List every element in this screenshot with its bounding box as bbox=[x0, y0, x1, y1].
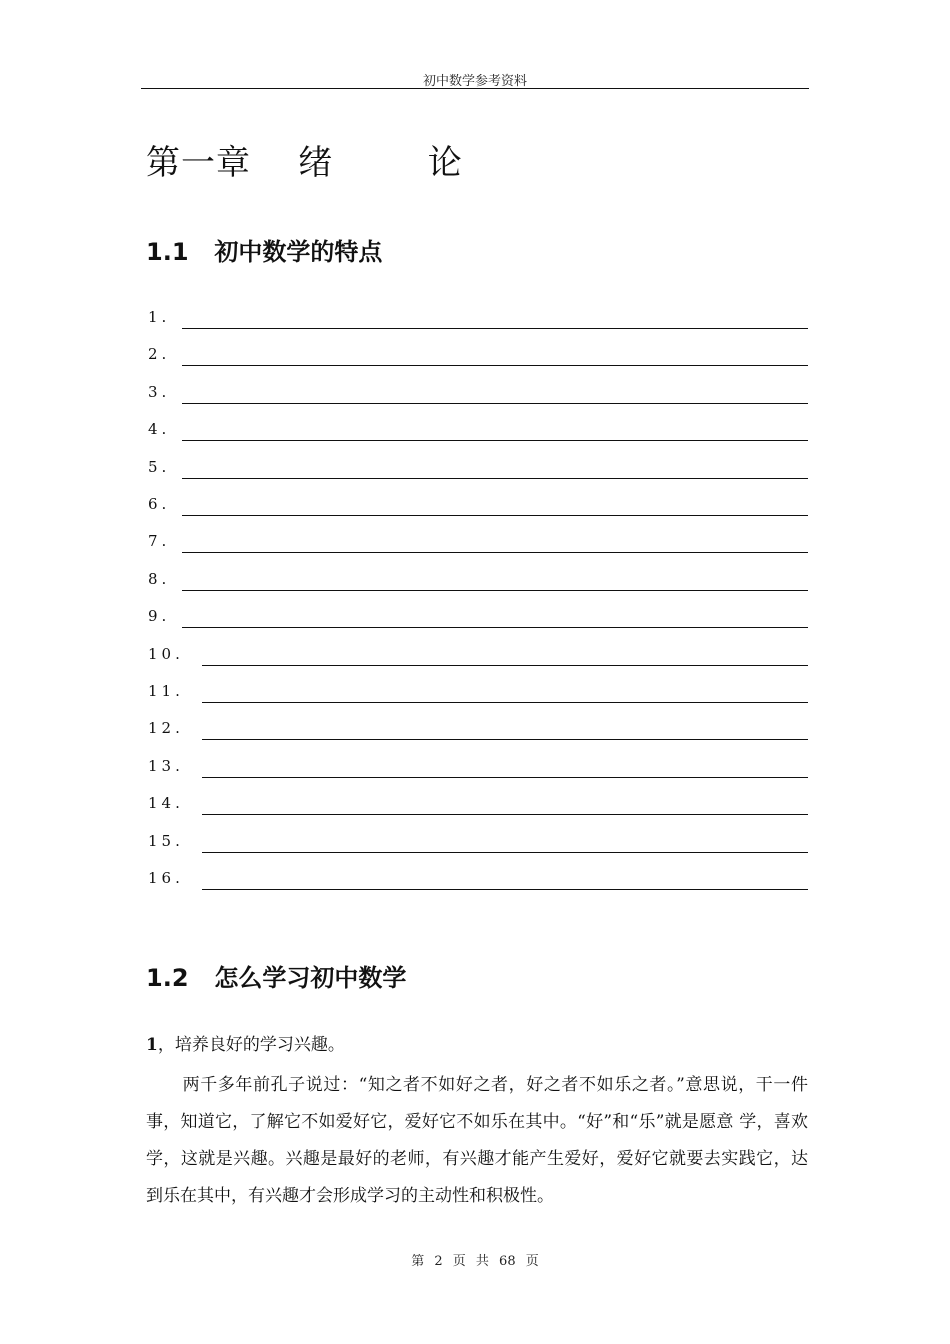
line-number: 1. bbox=[148, 308, 171, 326]
blank-line-item bbox=[148, 567, 808, 591]
blank-line-item bbox=[148, 866, 808, 890]
blank-line[interactable] bbox=[202, 665, 808, 666]
line-number: 11. bbox=[148, 682, 184, 700]
section-heading-1 bbox=[146, 232, 382, 267]
blank-line-item bbox=[148, 716, 808, 740]
section-title: 初中数学的特点 bbox=[214, 238, 383, 266]
paragraph-text: 两千多年前孔子说过：“知之者不如好之者，好之者不如乐之者。”意思说，干一件事，知道它，了解它不如爱好它，爱好它不如乐在其中。“好”和“乐”就是愿意 学，喜欢学，这就是兴趣。兴趣是最好的老师，有兴趣才能产生爱好，爱好它就要去实践它，达到乐在其中，有兴趣才会形成学习的主动性和积极性。 bbox=[146, 1075, 808, 1206]
line-number: 14. bbox=[148, 794, 184, 813]
line-number: 12. bbox=[148, 719, 184, 738]
section-number: 1.2 bbox=[146, 964, 189, 992]
blank-line[interactable] bbox=[182, 552, 808, 553]
blank-line-item bbox=[148, 604, 808, 628]
blank-line-item bbox=[148, 642, 808, 666]
page-footer: 第 2 页 共 68 页 bbox=[411, 1254, 539, 1269]
blank-line[interactable] bbox=[202, 852, 808, 853]
blank-line-item bbox=[148, 455, 808, 479]
blank-line[interactable] bbox=[182, 590, 808, 591]
blank-line[interactable] bbox=[202, 777, 808, 778]
blank-line[interactable] bbox=[202, 702, 808, 703]
blank-line[interactable] bbox=[182, 328, 808, 329]
section-heading-2 bbox=[146, 958, 406, 993]
line-number: 5. bbox=[148, 457, 171, 476]
blank-line[interactable] bbox=[182, 478, 808, 479]
blank-line[interactable] bbox=[202, 889, 808, 890]
point-text: ，培养良好的学习兴趣。 bbox=[157, 1035, 345, 1055]
line-number: 6. bbox=[148, 495, 171, 513]
line-number: 7. bbox=[148, 532, 171, 551]
section-title: 怎么学习初中数学 bbox=[214, 964, 407, 992]
blank-line-item bbox=[148, 305, 808, 329]
blank-line-item bbox=[148, 529, 808, 553]
blank-line-item bbox=[148, 380, 808, 404]
page-header: 初中数学参考资料 bbox=[422, 74, 527, 89]
blank-line-item bbox=[148, 342, 808, 366]
blank-line[interactable] bbox=[182, 365, 808, 366]
line-number: 3. bbox=[148, 382, 171, 401]
line-number: 4. bbox=[148, 420, 171, 439]
section-number: 1.1 bbox=[146, 238, 189, 266]
point-number: 1 bbox=[146, 1035, 158, 1055]
blank-line-item bbox=[148, 417, 808, 441]
blank-line[interactable] bbox=[182, 515, 808, 516]
blank-line-item bbox=[148, 791, 808, 815]
body-paragraph bbox=[146, 1067, 808, 1215]
header-rule bbox=[141, 88, 809, 89]
line-number: 16. bbox=[148, 869, 184, 887]
blank-line[interactable] bbox=[182, 627, 808, 628]
blank-line-item bbox=[148, 492, 808, 516]
blank-line[interactable] bbox=[182, 440, 808, 441]
blank-line[interactable] bbox=[202, 814, 808, 815]
blank-line-item bbox=[148, 754, 808, 778]
chapter-title: 第一章 绪 论 bbox=[146, 143, 463, 183]
line-number: 10. bbox=[148, 644, 184, 663]
line-number: 13. bbox=[148, 756, 184, 775]
line-number: 2. bbox=[148, 345, 171, 364]
line-number: 8. bbox=[148, 569, 171, 588]
line-number: 15. bbox=[148, 831, 184, 850]
blank-line-item bbox=[148, 829, 808, 853]
line-number: 9. bbox=[148, 607, 171, 626]
point-heading bbox=[146, 1030, 345, 1055]
blank-line[interactable] bbox=[182, 403, 808, 404]
blank-line[interactable] bbox=[202, 739, 808, 740]
blank-line-item bbox=[148, 679, 808, 703]
